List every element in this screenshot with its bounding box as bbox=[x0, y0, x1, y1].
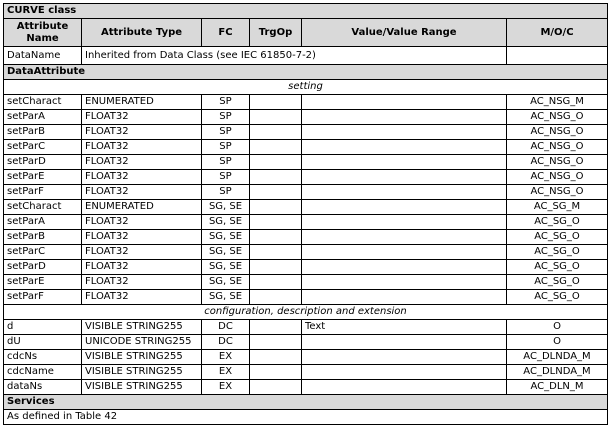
curve-class-table bbox=[3, 3, 608, 425]
table-row bbox=[4, 380, 608, 395]
value-range-cell bbox=[302, 275, 507, 290]
value-range-cell bbox=[302, 200, 507, 215]
trgop-cell bbox=[250, 245, 302, 260]
moc-cell: AC_SG_O bbox=[507, 290, 608, 305]
trgop-cell bbox=[250, 155, 302, 170]
table-row bbox=[4, 185, 608, 200]
attribute-name-cell: setParE bbox=[4, 170, 82, 185]
trgop-cell bbox=[250, 200, 302, 215]
attribute-type-cell: FLOAT32 bbox=[82, 110, 202, 125]
attribute-name-cell: setParA bbox=[4, 110, 82, 125]
value-range-cell bbox=[302, 350, 507, 365]
fc-cell: SP bbox=[202, 110, 250, 125]
fc-cell: EX bbox=[202, 350, 250, 365]
attribute-type-cell: FLOAT32 bbox=[82, 155, 202, 170]
fc-cell: DC bbox=[202, 335, 250, 350]
dataname-moc-cell bbox=[507, 47, 608, 65]
fc-cell: SP bbox=[202, 125, 250, 140]
moc-cell: AC_NSG_O bbox=[507, 140, 608, 155]
trgop-cell bbox=[250, 230, 302, 245]
moc-cell: AC_NSG_O bbox=[507, 155, 608, 170]
trgop-cell bbox=[250, 110, 302, 125]
value-range-cell bbox=[302, 185, 507, 200]
fc-cell: SG, SE bbox=[202, 290, 250, 305]
value-range-cell bbox=[302, 95, 507, 110]
attribute-type-cell: VISIBLE STRING255 bbox=[82, 380, 202, 395]
trgop-cell bbox=[250, 350, 302, 365]
attribute-type-cell: FLOAT32 bbox=[82, 275, 202, 290]
value-range-cell bbox=[302, 290, 507, 305]
trgop-cell bbox=[250, 320, 302, 335]
value-range-cell bbox=[302, 110, 507, 125]
attribute-name-cell: d bbox=[4, 320, 82, 335]
moc-cell: AC_NSG_O bbox=[507, 110, 608, 125]
header-moc: M/O/C bbox=[507, 19, 608, 47]
attribute-type-cell: ENUMERATED bbox=[82, 200, 202, 215]
table-row bbox=[4, 155, 608, 170]
fc-cell: SG, SE bbox=[202, 215, 250, 230]
attribute-type-cell: FLOAT32 bbox=[82, 290, 202, 305]
attribute-name-cell: dU bbox=[4, 335, 82, 350]
moc-cell: AC_DLN_M bbox=[507, 380, 608, 395]
trgop-cell bbox=[250, 275, 302, 290]
value-range-cell bbox=[302, 215, 507, 230]
attribute-type-cell: VISIBLE STRING255 bbox=[82, 365, 202, 380]
table-row bbox=[4, 275, 608, 290]
table-row bbox=[4, 200, 608, 215]
section-data-attribute: DataAttribute bbox=[4, 65, 608, 80]
attribute-name-cell: setParB bbox=[4, 230, 82, 245]
attribute-type-cell: FLOAT32 bbox=[82, 230, 202, 245]
fc-cell: SP bbox=[202, 170, 250, 185]
moc-cell: AC_SG_O bbox=[507, 260, 608, 275]
value-range-cell bbox=[302, 365, 507, 380]
attribute-type-cell: FLOAT32 bbox=[82, 170, 202, 185]
header-trgop: TrgOp bbox=[250, 19, 302, 47]
fc-cell: SG, SE bbox=[202, 230, 250, 245]
moc-cell: AC_SG_O bbox=[507, 230, 608, 245]
table-row bbox=[4, 170, 608, 185]
moc-cell: AC_NSG_M bbox=[507, 95, 608, 110]
fc-cell: SP bbox=[202, 185, 250, 200]
value-range-cell bbox=[302, 155, 507, 170]
table-row bbox=[4, 245, 608, 260]
table-row bbox=[4, 215, 608, 230]
fc-cell: DC bbox=[202, 320, 250, 335]
subsection-setting: setting bbox=[4, 80, 608, 95]
trgop-cell bbox=[250, 290, 302, 305]
attribute-name-cell: setParD bbox=[4, 260, 82, 275]
moc-cell: AC_NSG_O bbox=[507, 125, 608, 140]
header-attribute-type: Attribute Type bbox=[82, 19, 202, 47]
attribute-type-cell: VISIBLE STRING255 bbox=[82, 350, 202, 365]
section-services: Services bbox=[4, 395, 608, 410]
fc-cell: SP bbox=[202, 95, 250, 110]
attribute-name-cell: setParC bbox=[4, 245, 82, 260]
fc-cell: EX bbox=[202, 380, 250, 395]
subsection-configuration: configuration, description and extension bbox=[4, 305, 608, 320]
trgop-cell bbox=[250, 335, 302, 350]
table-row bbox=[4, 125, 608, 140]
table-row bbox=[4, 95, 608, 110]
dataname-cell: DataName bbox=[4, 47, 82, 65]
header-value-range: Value/Value Range bbox=[302, 19, 507, 47]
fc-cell: SP bbox=[202, 155, 250, 170]
dataname-row bbox=[4, 47, 608, 65]
trgop-cell bbox=[250, 365, 302, 380]
header-row bbox=[4, 19, 608, 47]
attribute-type-cell: FLOAT32 bbox=[82, 260, 202, 275]
attribute-name-cell: cdcNs bbox=[4, 350, 82, 365]
attribute-type-cell: FLOAT32 bbox=[82, 185, 202, 200]
attribute-name-cell: setParF bbox=[4, 185, 82, 200]
fc-cell: EX bbox=[202, 365, 250, 380]
value-range-cell: Text bbox=[302, 320, 507, 335]
trgop-cell bbox=[250, 140, 302, 155]
value-range-cell bbox=[302, 125, 507, 140]
trgop-cell bbox=[250, 380, 302, 395]
table-row bbox=[4, 320, 608, 335]
table-row bbox=[4, 365, 608, 380]
attribute-type-cell: FLOAT32 bbox=[82, 140, 202, 155]
trgop-cell bbox=[250, 125, 302, 140]
trgop-cell bbox=[250, 170, 302, 185]
table-row bbox=[4, 110, 608, 125]
attribute-name-cell: cdcName bbox=[4, 365, 82, 380]
attribute-type-cell: FLOAT32 bbox=[82, 125, 202, 140]
value-range-cell bbox=[302, 230, 507, 245]
moc-cell: AC_SG_O bbox=[507, 275, 608, 290]
value-range-cell bbox=[302, 260, 507, 275]
attribute-type-cell: ENUMERATED bbox=[82, 95, 202, 110]
table-row bbox=[4, 260, 608, 275]
attribute-type-cell: FLOAT32 bbox=[82, 245, 202, 260]
value-range-cell bbox=[302, 245, 507, 260]
attribute-name-cell: setParC bbox=[4, 140, 82, 155]
fc-cell: SG, SE bbox=[202, 245, 250, 260]
fc-cell: SG, SE bbox=[202, 200, 250, 215]
table-title: CURVE class bbox=[4, 4, 608, 19]
trgop-cell bbox=[250, 95, 302, 110]
attribute-name-cell: dataNs bbox=[4, 380, 82, 395]
attribute-type-cell: FLOAT32 bbox=[82, 215, 202, 230]
moc-cell: AC_SG_O bbox=[507, 215, 608, 230]
value-range-cell bbox=[302, 335, 507, 350]
attribute-name-cell: setParE bbox=[4, 275, 82, 290]
moc-cell: AC_DLNDA_M bbox=[507, 365, 608, 380]
moc-cell: AC_SG_O bbox=[507, 245, 608, 260]
header-fc: FC bbox=[202, 19, 250, 47]
table-row bbox=[4, 140, 608, 155]
table-row bbox=[4, 335, 608, 350]
attribute-name-cell: setParD bbox=[4, 155, 82, 170]
attribute-name-cell: setCharact bbox=[4, 95, 82, 110]
moc-cell: AC_SG_M bbox=[507, 200, 608, 215]
moc-cell: O bbox=[507, 335, 608, 350]
table-row bbox=[4, 350, 608, 365]
attribute-type-cell: UNICODE STRING255 bbox=[82, 335, 202, 350]
header-attribute-name: Attribute Name bbox=[4, 19, 82, 47]
table-row bbox=[4, 290, 608, 305]
dataname-type-cell: Inherited from Data Class (see IEC 61850-7-2) bbox=[82, 47, 507, 65]
attribute-name-cell: setCharact bbox=[4, 200, 82, 215]
attribute-name-cell: setParF bbox=[4, 290, 82, 305]
trgop-cell bbox=[250, 260, 302, 275]
value-range-cell bbox=[302, 380, 507, 395]
table-row bbox=[4, 230, 608, 245]
trgop-cell bbox=[250, 215, 302, 230]
fc-cell: SP bbox=[202, 140, 250, 155]
moc-cell: AC_NSG_O bbox=[507, 185, 608, 200]
fc-cell: SG, SE bbox=[202, 260, 250, 275]
attribute-type-cell: VISIBLE STRING255 bbox=[82, 320, 202, 335]
value-range-cell bbox=[302, 170, 507, 185]
value-range-cell bbox=[302, 140, 507, 155]
moc-cell: AC_NSG_O bbox=[507, 170, 608, 185]
services-text: As defined in Table 42 bbox=[4, 410, 608, 425]
moc-cell: AC_DLNDA_M bbox=[507, 350, 608, 365]
trgop-cell bbox=[250, 185, 302, 200]
attribute-name-cell: setParA bbox=[4, 215, 82, 230]
fc-cell: SG, SE bbox=[202, 275, 250, 290]
moc-cell: O bbox=[507, 320, 608, 335]
attribute-name-cell: setParB bbox=[4, 125, 82, 140]
